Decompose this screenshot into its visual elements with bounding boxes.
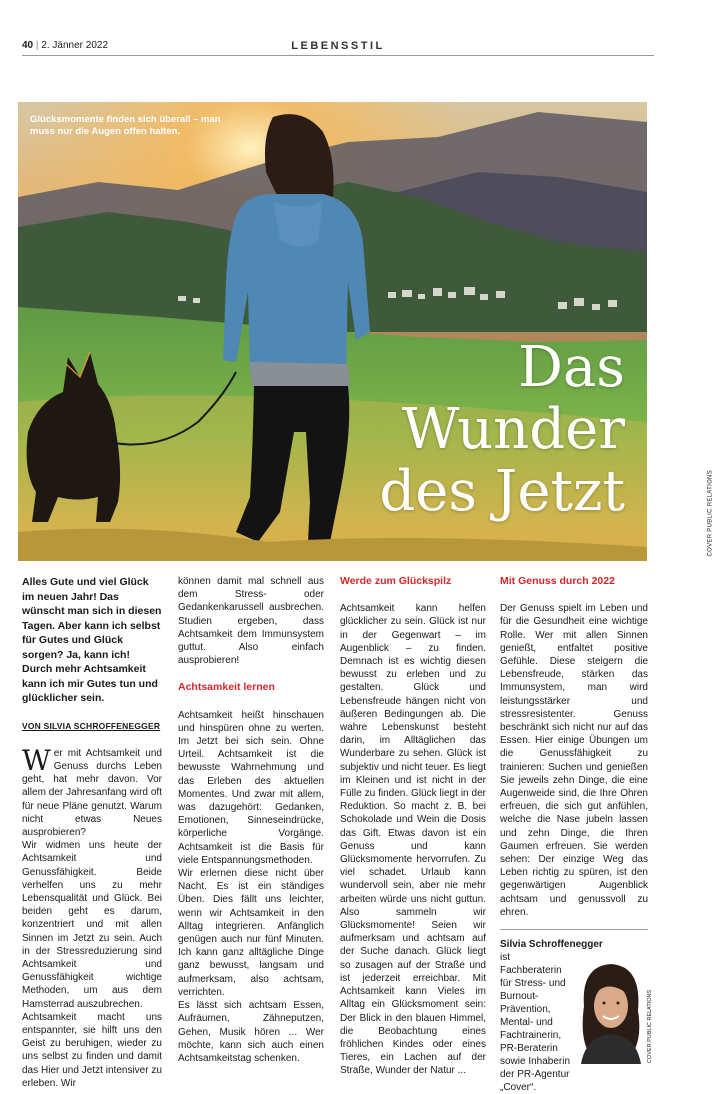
headline bbox=[379, 337, 625, 523]
page-header bbox=[22, 40, 654, 56]
body-paragraph: Achtsamkeit heißt hinschauen und hinspüren ohne zu werten. Im Jetzt bei sich sein. Ohne Urteil. Achtsamkeit ist die bewusste Wahrnehmung und das Erleben des aktuellen Momentes. Und zwar mit allem, was dazugehört: Gedanken, Emotionen, Sinneseindrücke, körperliche Vorgänge. Achtsamkeit ist die Basis für viele Entspannungsmethoden. bbox=[178, 709, 324, 866]
body-paragraph: Der Genuss spielt im Leben und für die Gesundheit eine wichtige Rolle. Wer mit allen Sinnen genießt, entfaltet positive Gefühle. Diese steigern die Lebensfreude, stärken das Immunsystem, man wird leistungsstärker und stressresistenter. Genuss beschränkt sich nicht nur auf das Essen. Hier einige Übungen um die Genussfähigkeit zu trainieren: Suchen und genießen Sie jeweils zehn Dinge, die eine Augenweide sind, die Ihre Ohren erfreuen, die sich gut anfühlen, welche die Nase jubeln lassen und zehn Dinge, die Ihren Gaumen erfreuen. Sie werden sehen: Der einzige Weg das Leben richtig zu spüren, ist den gegenwärtigen Augenblick achtsam und genussvoll zu ehren. bbox=[500, 603, 648, 918]
headline-line-3: des Jetzt bbox=[379, 459, 625, 524]
author-portrait bbox=[576, 956, 646, 1064]
section-title: LEBENSSTIL bbox=[291, 40, 385, 52]
lead-paragraph: Alles Gute und viel Glück im neuen Jahr! Das wünscht man sich in diesen Tagen. Aber kann ich selbst für Gutes und Glück sorgen? Ja, kann ich! Durch mehr Achtsamkeit kann ich mir Gutes tun und glücklicher sein. bbox=[22, 576, 162, 704]
header-divider bbox=[22, 55, 654, 56]
column-3 bbox=[340, 575, 486, 1078]
body-paragraph: Es lässt sich achtsam Essen, Aufräumen, Zähneputzen, Gehen, Musik hören ... Wer möchte, kann sich auch einen Achtsamkeitstag schenken. bbox=[178, 1000, 324, 1064]
page-number: 40 bbox=[22, 40, 34, 51]
column-1 bbox=[22, 575, 162, 1090]
byline: VON SILVIA SCHROFFENEGGER bbox=[22, 720, 161, 731]
hero-photo bbox=[18, 102, 647, 561]
author-name: Silvia Schroffenegger bbox=[500, 939, 603, 951]
subheading-genuss: Mit Genuss durch 2022 bbox=[500, 575, 615, 587]
body-paragraph: Wir erlernen diese nicht über Nacht. Es ist ein ständiges Üben. Dies fällt uns leichter, wenn wir Achtsamkeit in den Alltag integrieren. Anfänglich genügen auch nur fünf Minuten. Ich kann ganz alltägliche Dinge ganz bewusst, langsam und aufmerksam, also achtsam, verrichten. bbox=[178, 868, 324, 998]
photo-caption: Glücksmomente finden sich überall – man muss nur die Augen offen halten. bbox=[30, 114, 221, 138]
body-paragraph: Achtsamkeit macht uns entspannter, sie hilft uns den Geist zu beruhigen, wieder zu uns selbst zu finden und damit das Hier und Jetzt intensiver zu erleben. Wir bbox=[22, 1011, 162, 1089]
intro-text: er mit Achtsamkeit und Genuss durchs Leben geht, hat mehr davon. Vor allem der Jahresanfang wird oft für neue Pläne genutzt. Warum nicht etwas Neues ausprobieren? bbox=[22, 747, 162, 838]
body-paragraph: können damit mal schnell aus dem Stress- oder Gedankenkarussell ausbrechen. Studien ergeben, dass Achtsamkeit dem Immunsystem guttut. Also einfach ausprobieren! bbox=[178, 576, 324, 667]
author-divider bbox=[500, 929, 648, 930]
page-info: 40 | 2. Jänner 2022 bbox=[22, 40, 109, 51]
body-paragraph: Achtsamkeit kann helfen glücklicher zu sein. Glück ist nur in der Gegenwart – im Augenblick – zu finden. Demnach ist es wichtig diesen bewusst zu erleben und zu gestalten. Glück und Lebensfreude hängen nicht von äußeren Bedingungen ab. Die wahre Lebenskunst besteht darin, im Alltäglichen das Wunderbare zu sehen. Glück ist subjektiv und nicht teuer. Es liegt im Kleinen und ist nicht in der Fülle zu finden. Glück liegt in der Reduktion. So macht z. B. bei Schokolade und Wein die Dosis das Gift. Etwas davon ist ein Genuss und kann Glücksmomente hervorrufen. Zu viel schadet. Urlaub kann wundervoll sein, aber nie mehr arbeiten würde uns nicht guttun. Also sammeln wir Glücksmomente! Seien wir aufmerksam und achtsam auf der Suche danach. Glück liegt so zusagen auf der Straße und ist jederzeit erreichbar. Mit Achtsamkeit kann Vieles im Alltag ein Glücksmoment sein: Der Blick in den blauen Himmel, die Beobachtung eines fröhlichen Kindes oder eines Tieres, ein Lachen auf der Straße, Wunder der Natur ... bbox=[340, 603, 486, 1077]
photo-credit: COVER PUBLIC RELATIONS bbox=[708, 470, 714, 557]
column-2 bbox=[178, 575, 324, 1065]
intro-paragraph bbox=[22, 743, 162, 839]
subheading-achtsamkeit: Achtsamkeit lernen bbox=[178, 681, 275, 694]
headline-line-1: Das bbox=[517, 335, 625, 400]
author-box bbox=[500, 938, 653, 1094]
subheading-glueckspilz: Werde zum Glückspilz bbox=[340, 575, 452, 587]
author-photo-credit: COVER PUBLIC RELATIONS bbox=[647, 989, 653, 1064]
issue-date: 2. Jänner 2022 bbox=[41, 40, 109, 51]
author-bio: ist Fachberaterin für Stress- und Burnout-Prävention, Mental- und Fachtrainerin, PR-Beraterin sowie Inhaberin der PR-Agentur „Cover“. bbox=[500, 952, 571, 1094]
headline-line-2: Wunder bbox=[401, 397, 625, 462]
drop-cap: W bbox=[22, 743, 51, 777]
column-4 bbox=[500, 575, 653, 1094]
body-paragraph: Wir widmen uns heute der Achtsamkeit und Genussfähigkeit. Beide verhelfen uns zu mehr Lebensqualität und Glück. Bei beiden geht es darum, konzentriert und mit allen Sinnen im Jetzt zu sein. Auch in der Stressreduzierung sind Achtsamkeit und Genussfähigkeit wichtige Methoden, um aus dem Hamsterrad auszubrechen. bbox=[22, 840, 162, 1010]
